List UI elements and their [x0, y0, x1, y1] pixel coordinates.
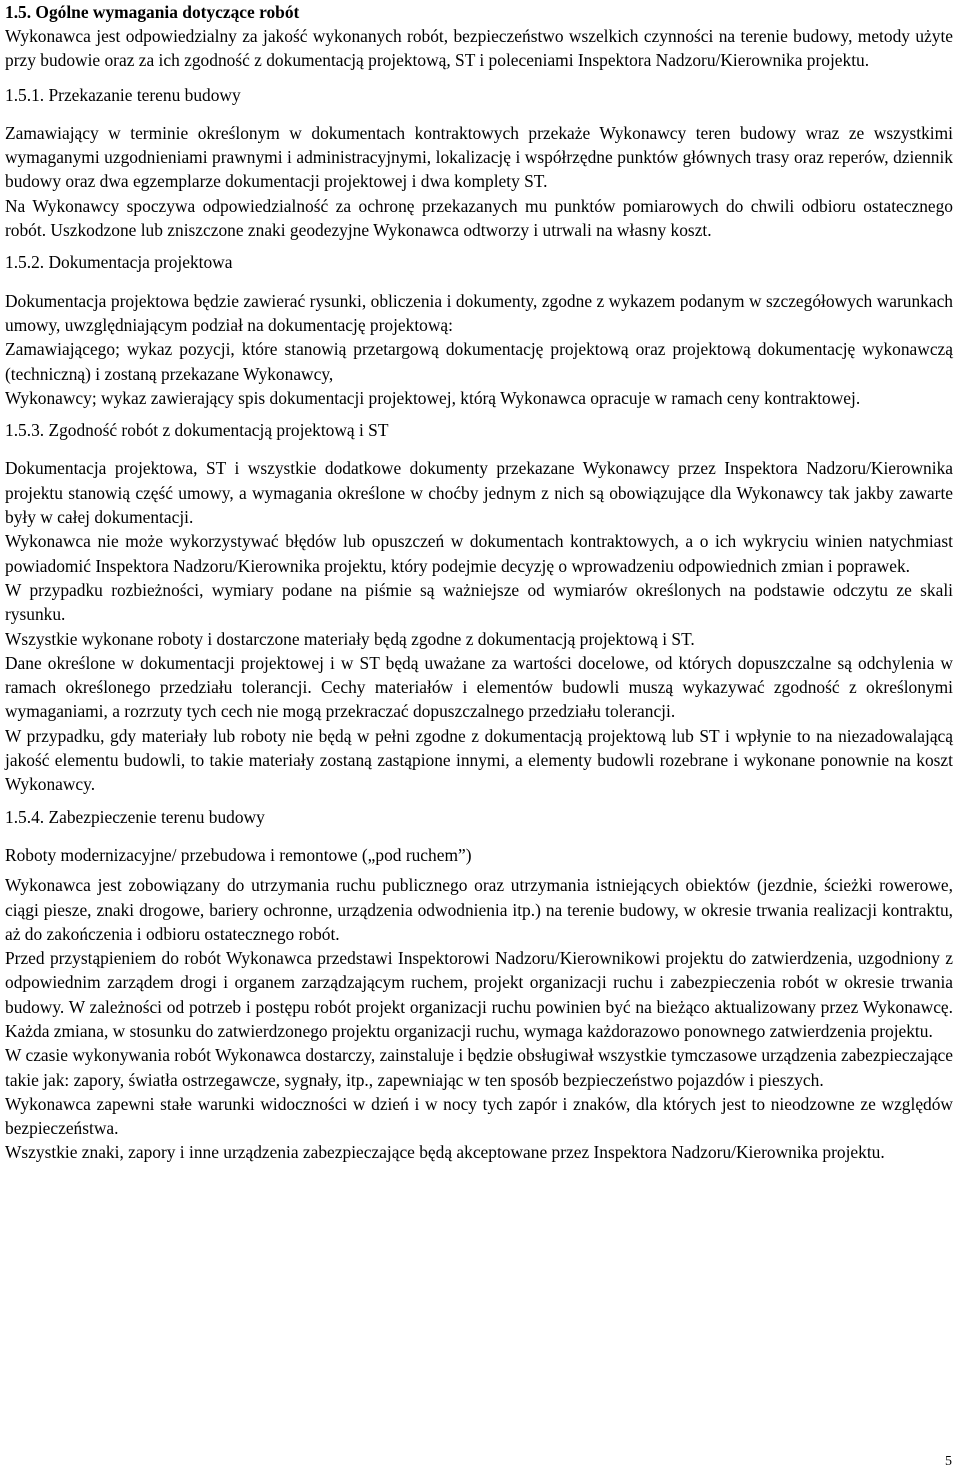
section-heading: 1.5. Ogólne wymagania dotyczące robót — [5, 2, 300, 22]
subsection-heading-1-5-1: 1.5.1. Przekazanie terenu budowy — [5, 84, 241, 105]
paragraph: Przed przystąpieniem do robót Wykonawca przedstawi Inspektorowi Nadzoru/Kierownikowi projektu do zatwierdzenia, uzgodniony z odpowiednim zarządem drogi i organem zarządzającym ruchem, projekt organizacji ruchu i zabezpieczenia robót w okresie trwania budowy. W zależności od potrzeb i postępu robót projekt organizacji ruchu powinien być na bieżąco aktualizowany przez Wykonawcę. Każda zmiana, w stosunku do zatwierdzonego projektu organizacji ruchu, wymaga każdorazowo ponownego zatwierdzenia projektu. — [5, 948, 953, 1041]
paragraph: W czasie wykonywania robót Wykonawca dostarczy, zainstaluje i będzie obsługiwał wszystkie tymczasowe urządzenia zabezpieczające takie jak: zapory, światła ostrzegawcze, sygnały, itp., zapewniając w ten sposób bezpieczeństwo pojazdów i pieszych. — [5, 1045, 953, 1090]
paragraph: Wszystkie znaki, zapory i inne urządzenia zabezpieczające będą akceptowane przez Inspektora Nadzoru/Kierownika projektu. — [5, 1142, 885, 1163]
paragraph: Zamawiającego; wykaz pozycji, które stanowią przetargową dokumentację projektową oraz projektową dokumentację wykonawczą (techniczną) i zostaną przekazane Wykonawcy, — [5, 339, 953, 384]
document-page — [5, 0, 953, 1165]
paragraph: Na Wykonawcy spoczywa odpowiedzialność za ochronę przekazanych mu punktów pomiarowych do chwili odbioru ostatecznego robót. Uszkodzone lub zniszczone znaki geodezyjne Wykonawca odtworzy i utrwali na własny koszt. — [5, 195, 953, 241]
subsection-heading-1-5-2: 1.5.2. Dokumentacja projektowa — [5, 252, 233, 273]
paragraph: W przypadku rozbieżności, wymiary podane na piśmie są ważniejsze od wymiarów określonych na podstawie odczytu ze skali rysunku. — [5, 579, 953, 625]
paragraph: Wykonawca zapewni stałe warunki widoczności w dzień i w nocy tych zapór i znaków, dla których jest to nieodzowne ze względów bezpieczeństwa. — [5, 1093, 953, 1139]
paragraph: Wykonawca nie może wykorzystywać błędów lub opuszczeń w dokumentach kontraktowych, a o ich wykryciu winien natychmiast powiadomić Inspektora Nadzoru/Kierownika projektu, który podejmie decyzję o wprowadzeniu odpowiednich zmian i poprawek. — [5, 531, 953, 576]
subsection-lead: Roboty modernizacyjne/ przebudowa i remontowe („pod ruchem”) — [5, 844, 472, 865]
paragraph: W przypadku, gdy materiały lub roboty nie będą w pełni zgodne z dokumentacją projektową lub ST i wpłynie to na niezadowalającą jakość elementu budowli, to takie materiały zostaną zastąpione innymi, a elementy budowli rozebrane i wykonane ponownie na koszt Wykonawcy. — [5, 725, 953, 795]
paragraph: Dokumentacja projektowa będzie zawierać rysunki, obliczenia i dokumenty, zgodne z wykazem podanym w szczegółowych warunkach umowy, uwzględniającym podział na dokumentację projektową: — [5, 290, 953, 335]
paragraph: Wykonawca jest zobowiązany do utrzymania ruchu publicznego oraz utrzymania istniejących obiektów (jezdnie, ścieżki rowerowe, ciągi piesze, znaki drogowe, bariery ochronne, urządzenia odwodnienia itp.) na terenie budowy, w okresie trwania realizacji kontraktu, aż do zakończenia i odbioru ostatecznego robót. — [5, 875, 953, 944]
section-intro: Wykonawca jest odpowiedzialny za jakość wykonanych robót, bezpieczeństwo wszelkich czynności na terenie budowy, metody użyte przy budowie oraz za ich zgodność z dokumentacją projektową, ST i poleceniami Inspektora Nadzoru/Kierownika projektu. — [5, 26, 953, 71]
subsection-heading-1-5-3: 1.5.3. Zgodność robót z dokumentacją projektową i ST — [5, 420, 389, 441]
page-number: 5 — [945, 1454, 952, 1469]
paragraph: Dokumentacja projektowa, ST i wszystkie dodatkowe dokumenty przekazane Wykonawcy przez Inspektora Nadzoru/Kierownika projektu stanowią część umowy, a wymagania określone w choćby jednym z nich są obowiązujące dla Wykonawcy tak jakby zawarte były w całej dokumentacji. — [5, 458, 953, 528]
paragraph: Wykonawcy; wykaz zawierający spis dokumentacji projektowej, którą Wykonawca opracuje w ramach ceny kontraktowej. — [5, 387, 861, 408]
subsection-heading-1-5-4: 1.5.4. Zabezpieczenie terenu budowy — [5, 806, 265, 827]
paragraph: Zamawiający w terminie określonym w dokumentach kontraktowych przekaże Wykonawcy teren budowy wraz ze wszystkimi wymaganymi uzgodnieniami prawnymi i administracyjnymi, lokalizację i współrzędne punktów głównych trasy oraz reperów, dziennik budowy oraz dwa egzemplarze dokumentacji projektowej i dwa komplety ST. — [5, 122, 953, 192]
paragraph: Wszystkie wykonane roboty i dostarczone materiały będą zgodne z dokumentacją projektową i ST. — [5, 628, 695, 649]
paragraph: Dane określone w dokumentacji projektowej i w ST będą uważane za wartości docelowe, od których dopuszczalne są odchylenia w ramach określonego przedziału tolerancji. Cechy materiałów i elementów budowli muszą wykazywać zgodność z określonymi wymaganiami, a rozrzuty tych cech nie mogą przekraczać dopuszczalnego przedziału tolerancji. — [5, 652, 953, 722]
